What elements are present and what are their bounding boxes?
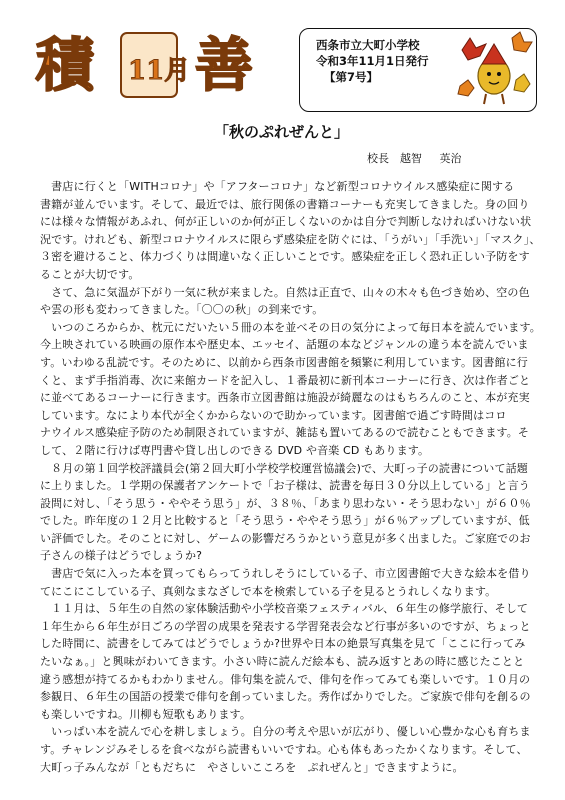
body-line: 書店に行くと「WITHコロナ」や「アフターコロナ」など新型コロナウイルス感染症に関する [40, 180, 515, 193]
issue-number: 【第7号】 [324, 70, 379, 84]
body-line: 設問に対し、「そう思う・ややそう思う」が、３８％、「あまり思わない・そう思わない」が６０％ [40, 496, 531, 510]
body-line: てにこにこしている子、真剣なまなざしで本を検索している子を見るとうれしくなります。 [40, 584, 497, 598]
body-line: １年生から６年生が日ごろの学習の成果を発表する学習発表会など行事が多いのですが、ちょっと [40, 619, 531, 633]
article-title: 「秋のぷれぜんと」 [214, 123, 350, 141]
body-line: たいなぁ。」と興味がわいてきます。小さい時に読んだ絵本も、読み返すとあの時に感じたことと [40, 655, 525, 669]
body-line: 書店で気に入った本を買ってもらってうれしそうにしている子、市立図書館で大きな絵本を借り [40, 567, 531, 581]
body-line: に並べてあるコーナーに行きます。西条市立図書館は施設が綺麗なのはもちろんのこと、本が充実 [40, 391, 530, 405]
body-line: いっぱい本を読んで心を耕しましょう。自分の考えや思いが広がり、優しい心豊かな心も育ちま [40, 725, 531, 739]
body-line: には様々な情報があふれ、何が正しいのか何が正しくないのかは自分で判断しなければいけない状 [40, 215, 532, 229]
body-line: 違う感想が持てるかもわかりません。俳句集を読んで、俳句を作ってみても楽しいです。１０月の [40, 672, 531, 686]
body-line: 子さんの様子はどうでしょうか? [40, 549, 203, 563]
body-line: して、２階に行けば専門書や貸し出しのできる DVD や音楽 CD もあります。 [40, 443, 430, 457]
body-line: い評価でした。そのことに対し、ゲームの影響だろうかという意見が多く出ました。ご家庭でのお [40, 531, 531, 545]
body-line: に上りました。１学期の保護者アンケートで「お子様は、読書を毎日３０分以上している」と言う [40, 479, 530, 493]
autumn-leaves-character-icon [452, 30, 534, 108]
body-line: さて、急に気温が下がり一気に秋が来ました。自然は正直で、山々の木々も色づき始め、空の色 [40, 285, 530, 299]
body-line: ３密を避けること、体力づくりは間違いなく正しいことです。感染症を正しく恐れ正しい予防をす [40, 250, 530, 264]
body-line: ることが大切です。 [40, 267, 140, 281]
body-line: くと、まず手指消毒、次に来館カードを記入し、１番最初に新刊本コーナーに行き、次は作者ごと [40, 373, 531, 387]
body-line: しています。なにより本代が全くかからないので助かっています。図書館で過ごす時間はコロ [40, 408, 507, 422]
body-line: １１月は、５年生の自然の家体験活動や小学校音楽フェスティバル、６年生の修学旅行、そして [40, 602, 529, 616]
body-line: でした。昨年度の１２月と比較すると「そう思う・ややそう思う」が６％アップしていますが、低 [40, 514, 530, 528]
body-line: す。いわゆる乱読です。そのために、以前から西条市図書館を頻繁に利用しています。図書館に行 [40, 355, 528, 369]
body-line: す。チャレンジみそしるを食べながら読書もいいですね。心も体もあったかくなります。そして、 [40, 743, 528, 756]
article-author: 校長 越智 英治 [367, 152, 462, 165]
body-line: 書籍が並んでいます。そして、最近では、旅行関係の書籍コーナーも充実してきました。身の回り [40, 197, 530, 211]
newsletter-header [32, 24, 537, 116]
body-line: や雲の形も変わってきました。「〇〇の秋」の到来です。 [40, 303, 324, 317]
body-line: 参観日、６年生の国語の授業で俳句を創っていました。秀作ばかりでした。ご家族で俳句を創るの [40, 690, 531, 704]
body-line: ８月の第１回学校評議員会(第２回大町小学校学校運営協議会)で、大町っ子の読書について話題 [40, 461, 528, 475]
school-name: 西条市立大町小学校 [316, 38, 420, 52]
body-line: 況です。けれども、新型コロナウイルスに限らず感染症を防ぐには、「うがい」「手洗い」「マスク」、 [40, 232, 541, 246]
body-line: も楽しいですね。川柳も短歌もあります。 [40, 707, 251, 721]
title-char-zen: 善 [195, 31, 254, 99]
issue-date: 令和3年11月1日発行 [316, 54, 429, 68]
body-line: いつのころからか、枕元にだいたい５冊の本を並べその日の気分によって毎日本を読んでいます。 [40, 320, 541, 334]
title-month: 11月 [128, 56, 191, 86]
body-line: した時間に、読書をしてみてはどうでしょうか?世界や日本の絶景写真集を見て「ここに行ってみ [40, 637, 526, 651]
title-char-seki: 積 [36, 31, 95, 99]
body-line: 今上映されている映画の原作本や歴史本、エッセイ、話題の本などジャンルの違う本を読んでいま [40, 338, 529, 352]
body-line: ナウイルス感染症予防のため制限されていますが、雑誌も置いてあるので読むこともできます。そ [40, 426, 530, 440]
article-body [40, 178, 541, 776]
body-line: 大町っ子みんなが「ともだちに やさしいこころを ぷれぜんと」できますように。 [40, 760, 464, 774]
